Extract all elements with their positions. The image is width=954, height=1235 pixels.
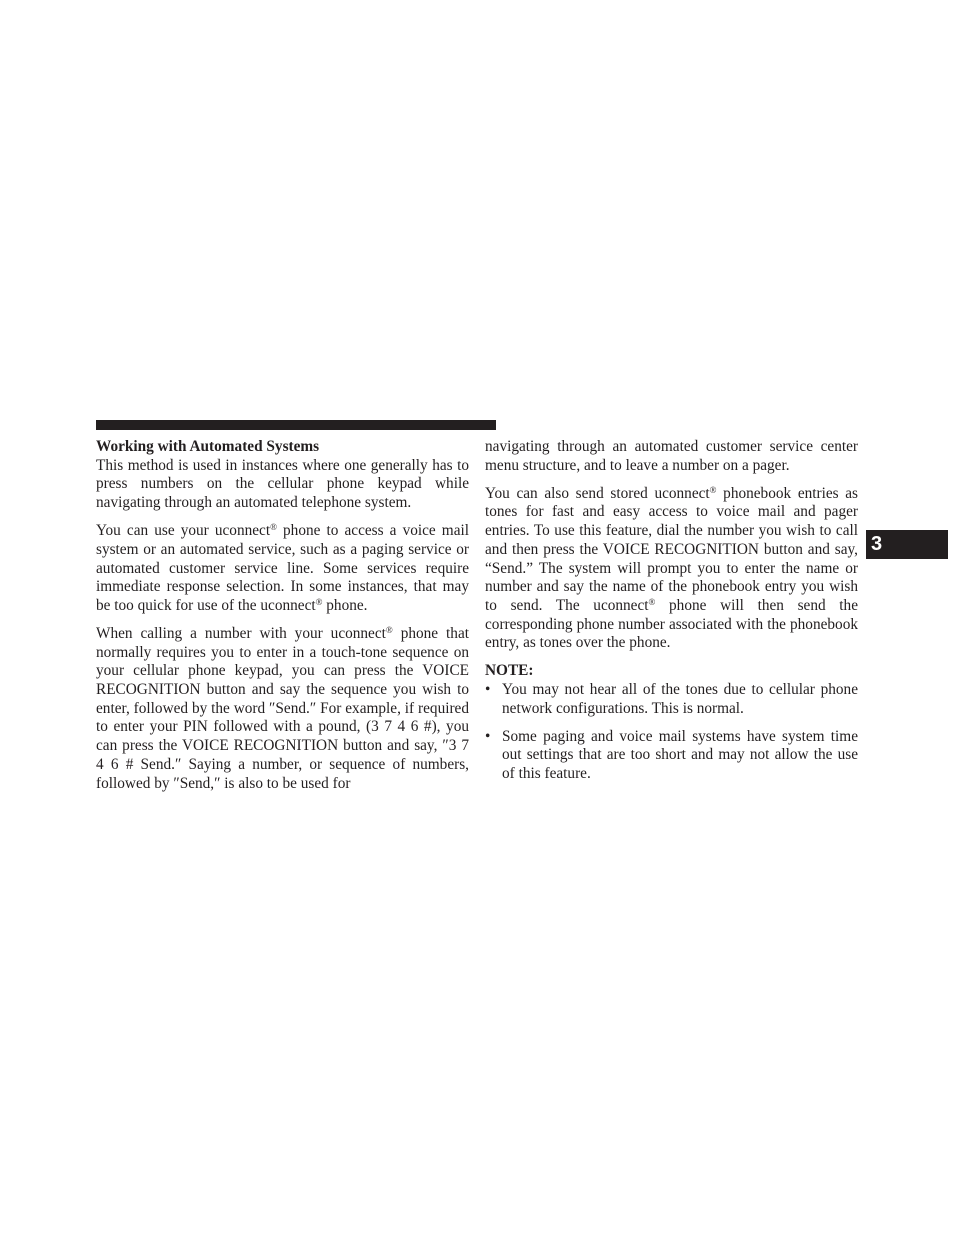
left-column xyxy=(96,438,469,803)
list-item: • You may not hear all of the tones due to cellular phone network configurations. This is normal. xyxy=(485,681,858,717)
registered-mark: ® xyxy=(709,484,717,495)
note-list xyxy=(485,681,858,784)
intro-paragraph: This method is used in instances where one generally has to press numbers on the cellular phone keypad while navigating through an automated telephone system. xyxy=(96,456,469,512)
uconnect-access-paragraph: You can use your uconnect® phone to access a voice mail system or an automated service, such as a paging service or automated customer service line. Some services require immediate response selection. In some instances, that may be too quick for use of the uconnect® phone. xyxy=(96,522,469,614)
registered-mark: ® xyxy=(385,624,393,635)
note-label: NOTE: xyxy=(485,662,534,680)
chapter-tab: 3 xyxy=(866,530,948,559)
right-column xyxy=(485,438,858,793)
phonebook-tones-paragraph: You can also send stored uconnect® phonebook entries as tones for fast and easy access to voice mail and pager entries. To use this feature, dial the number you wish to call and then press the VOICE RECOGNITION button and say, “Send.” The system will prompt you to enter the name or number and say the name of the phonebook entry you wish to send. The uconnect® phone will then send the corresponding phone number associated with the phonebook entry, as tones over the phone. xyxy=(485,484,858,652)
bullet-icon: • xyxy=(485,681,491,699)
registered-mark: ® xyxy=(648,596,656,607)
continuation-paragraph: navigating through an automated customer service center menu structure, and to leave a number on a pager. xyxy=(485,438,858,474)
list-item: • Some paging and voice mail systems have system time out settings that are too short and may not allow the use of this feature. xyxy=(485,727,858,783)
section-heading: Working with Automated Systems xyxy=(96,438,320,455)
section-divider-bar xyxy=(96,420,496,430)
registered-mark: ® xyxy=(315,596,323,607)
touch-tone-paragraph: When calling a number with your uconnect® phone that normally requires you to enter in a touch-tone sequence on your cellular phone keypad, you can press the VOICE RECOGNITION button and say the sequence you wish to enter, followed by the word ″Send.″ For example, if required to enter your PIN followed with a pound, (3 7 4 6 #), you can press the VOICE RECOGNITION button and say, ″3 7 4 6 # Send.″ Saying a number, or sequence of numbers, followed by ″Send,″ is also to be used for xyxy=(96,624,469,792)
registered-mark: ® xyxy=(270,522,277,533)
bullet-icon: • xyxy=(485,727,491,745)
